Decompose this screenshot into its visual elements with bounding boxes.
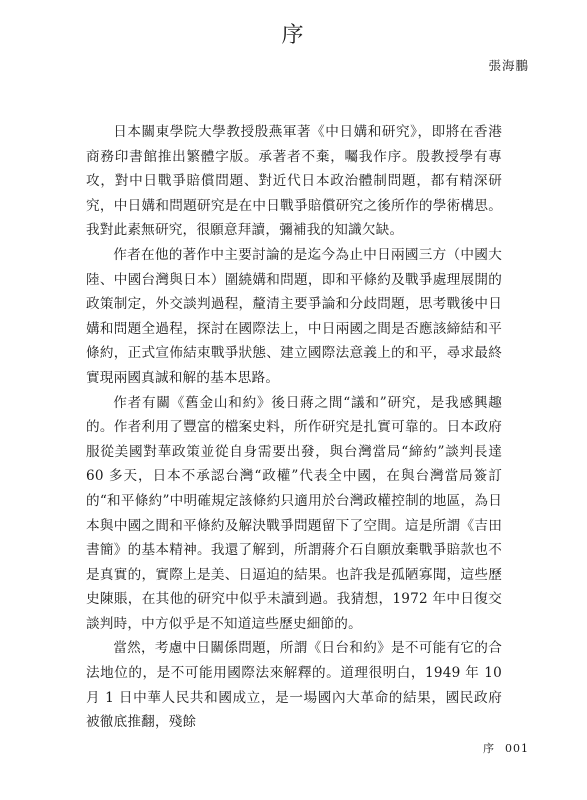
page-title: 序 bbox=[281, 23, 306, 48]
page-number: 001 bbox=[505, 742, 529, 755]
paragraph: 日本關東學院大學教授殷燕軍著《中日媾和研究》，即將在香港商務印書館推出繁體字版。承著者不棄，囑我作序。殷教授學有專攻，對中日戰爭賠償問題、對近代日本政治體制問題，都有精深研究，中日媾和問題研究是在中日戰爭賠償研究之後所作的學術構思。我對此素無研究，很願意拜讀，彌補我的知識欠缺。 bbox=[86, 124, 502, 239]
page-footer bbox=[483, 740, 529, 756]
paragraph: 作者在他的著作中主要討論的是迄今為止中日兩國三方（中國大陸、中國台灣與日本）圍繞媾和問題，即和平條約及戰爭處理展開的政策制定，外交談判過程，釐清主要爭論和分歧問題，思考戰後中日媾和問題全過程，探討在國際法上，中日兩國之間是否應該締結和平條約，正式宣佈結束戰爭狀態、建立國際法意義上的和平，尋求最終實現兩國真誠和解的基本思路。 bbox=[86, 246, 502, 386]
body-text bbox=[86, 120, 502, 735]
author-name: 張海鵬 bbox=[488, 58, 529, 73]
paragraph: 作者有關《舊金山和約》後日蔣之間“議和”研究，是我感興趣的。作者利用了豐富的檔案史料，所作研究是扎實可靠的。日本政府服從美國對華政策並從自身需要出發，與台灣當局“締約”談判長達 60 多天，日本不承認台灣“政權”代表全中國，在與台灣當局簽訂的“和平條約”中明確規定該條約只適用於台灣政權控制的地區，為日本與中國之間和平條約及解決戰爭問題留下了空間。這是所謂《吉田書簡》的基本精神。我還了解到，所謂蔣介石自願放棄戰爭賠款也不是真實的，實際上是美、日逼迫的結果。也許我是孤陋寡聞，這些歷史陳賬，在其他的研究中似乎未讀到過。我猜想，1972 年中日復交談判時，中方似乎是不知道這些歷史細節的。 bbox=[86, 394, 502, 632]
footer-section-label: 序 bbox=[483, 742, 495, 755]
paragraph: 當然，考慮中日關係問題，所謂《日台和約》是不可能有它的合法地位的，是不可能用國際法來解釋的。道理很明白，1949 年 10 月 1 日中華人民共和國成立，是一場國內大革命的結果，國民政府被徹底推翻，殘餘 bbox=[86, 640, 502, 731]
